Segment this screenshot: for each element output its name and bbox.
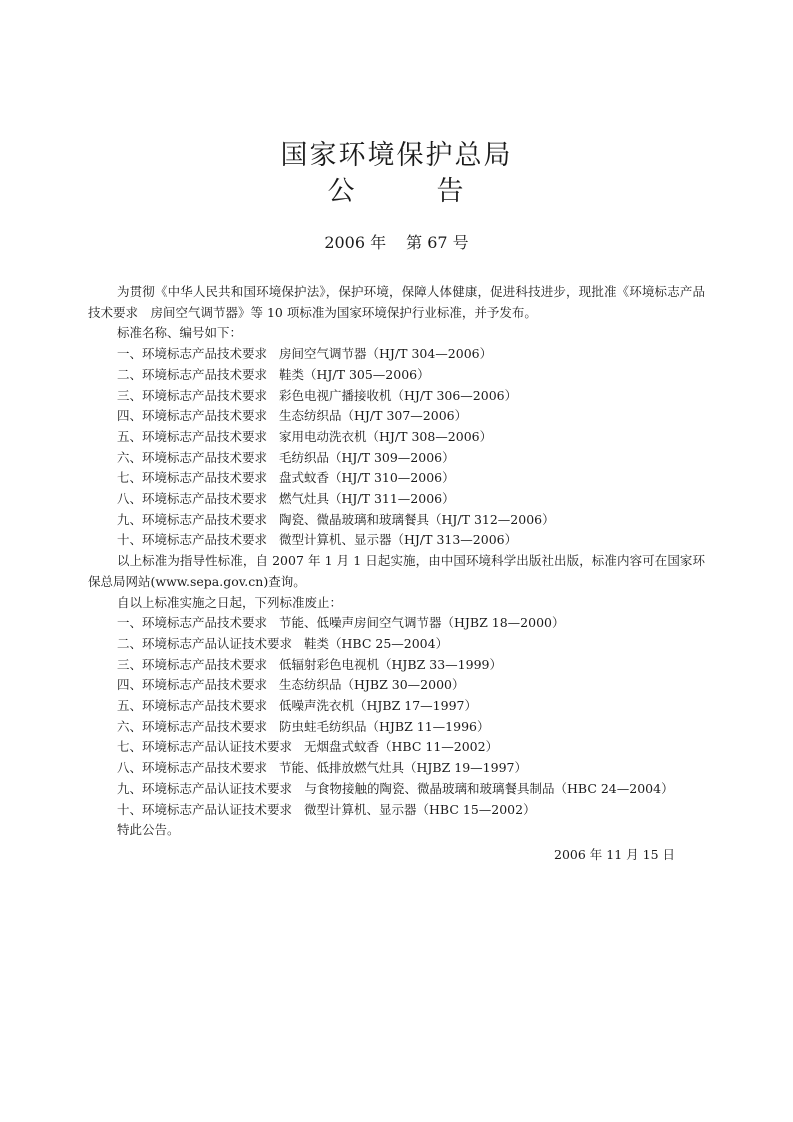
- doc-type-title: [0, 176, 793, 208]
- standard-item-title: 房间空气调节器（HJ/T 304—2006）: [279, 346, 493, 362]
- standard-item-label: 二、环境标志产品技术要求: [117, 366, 268, 382]
- standard-item-title: 家用电动洗衣机（HJ/T 308—2006）: [279, 428, 493, 444]
- repealed-item-label: 六、环境标志产品技术要求: [117, 718, 268, 734]
- repealed-item: [88, 655, 705, 676]
- repealed-item: [88, 737, 705, 758]
- issue-number: [0, 233, 793, 253]
- standards-list: [88, 344, 705, 551]
- repealed-item-label: 一、环境标志产品技术要求: [117, 615, 268, 631]
- standard-item-title: 毛纺织品（HJ/T 309—2006）: [279, 449, 455, 465]
- list-heading: 标准名称、编号如下：: [117, 325, 243, 341]
- repealed-item: [88, 613, 705, 634]
- standard-item: [88, 510, 705, 531]
- standard-item-label: 九、环境标志产品技术要求: [117, 511, 268, 527]
- issue-year: 2006 年: [324, 233, 387, 252]
- standard-item-title: 燃气灶具（HJ/T 311—2006）: [279, 491, 455, 507]
- standard-item-title: 鞋类（HJ/T 305—2006）: [279, 366, 430, 382]
- repealed-item-title: 生态纺织品（HJBZ 30—2000）: [279, 677, 465, 693]
- repealed-item-label: 八、环境标志产品技术要求: [117, 760, 268, 776]
- standard-item-label: 四、环境标志产品技术要求: [117, 408, 268, 424]
- standard-item-label: 五、环境标志产品技术要求: [117, 428, 268, 444]
- repealed-item-label: 三、环境标志产品技术要求: [117, 656, 268, 672]
- standard-item: [88, 406, 705, 427]
- repealed-item: [88, 675, 705, 696]
- closing-text: 特此公告。: [117, 822, 180, 838]
- standard-item-label: 七、环境标志产品技术要求: [117, 470, 268, 486]
- agency-title: 国家环境保护总局: [280, 140, 513, 171]
- standard-item: [88, 448, 705, 469]
- announcement-body: [88, 282, 705, 866]
- repealed-item-title: 低噪声洗衣机（HJBZ 17—1997）: [279, 698, 477, 714]
- repealed-list: [88, 613, 705, 779]
- standard-item-label: 八、环境标志产品技术要求: [117, 491, 268, 507]
- repealed-item-label: 五、环境标志产品技术要求: [117, 698, 268, 714]
- issue-no: 第 67 号: [406, 233, 469, 252]
- intro-paragraph: 为贯彻《中华人民共和国环境保护法》，保护环境，保障人体健康，促进科技进步，现批准《环境标志产品技术要求 房间空气调节器》等 10 项标准为国家环境保护行业标准，并予发布。: [88, 284, 705, 320]
- standard-item-title: 微型计算机、显示器（HJ/T 313—2006）: [279, 532, 518, 548]
- doc-type-char-1: 公: [327, 176, 357, 207]
- standard-item-title: 盘式蚊香（HJ/T 310—2006）: [279, 470, 455, 486]
- standard-item-label: 一、环境标志产品技术要求: [117, 346, 268, 362]
- standard-item: [88, 489, 705, 510]
- repealed-item: [88, 696, 705, 717]
- standard-item: [88, 344, 705, 365]
- repealed-item: [88, 758, 705, 779]
- implementation-paragraph: 以上标准为指导性标准，自 2007 年 1 月 1 日起实施，由中国环境科学出版社出版，标准内容可在国家环保总局网站(www.sepa.gov.cn)查询。: [88, 553, 705, 589]
- standard-item: [88, 365, 705, 386]
- repeal-heading: 自以上标准实施之日起，下列标准废止：: [117, 594, 343, 610]
- repealed-item-title: 无烟盘式蚊香（HBC 11—2002）: [304, 739, 499, 755]
- standard-item: [88, 427, 705, 448]
- standard-item-title: 生态纺织品（HJ/T 307—2006）: [279, 408, 468, 424]
- repealed-item-title: 防虫蛀毛纺织品（HJBZ 11—1996）: [279, 718, 490, 734]
- standard-item: [88, 530, 705, 551]
- repealed-item-title: 鞋类（HBC 25—2004）: [304, 635, 449, 651]
- repealed-item-label: 四、环境标志产品技术要求: [117, 677, 268, 693]
- repealed-item-10: 十、环境标志产品认证技术要求 微型计算机、显示器（HBC 15—2002）: [117, 801, 536, 817]
- standard-item-label: 三、环境标志产品技术要求: [117, 387, 268, 403]
- repealed-item-title: 节能、低噪声房间空气调节器（HJBZ 18—2000）: [279, 615, 565, 631]
- standard-item: [88, 468, 705, 489]
- repealed-item: [88, 634, 705, 655]
- standard-item-label: 六、环境标志产品技术要求: [117, 449, 268, 465]
- announcement-date: 2006 年 11 月 15 日: [554, 846, 675, 862]
- repealed-item-label: 二、环境标志产品认证技术要求: [117, 635, 293, 651]
- standard-item: [88, 386, 705, 407]
- repealed-item-9: 九、环境标志产品认证技术要求 与食物接触的陶瓷、微晶玻璃和玻璃餐具制品（HBC 24—2004）: [117, 780, 674, 796]
- repealed-item-title: 节能、低排放燃气灶具（HJBZ 19—1997）: [279, 760, 527, 776]
- standard-item-label: 十、环境标志产品技术要求: [117, 532, 268, 548]
- standard-item-title: 陶瓷、微晶玻璃和玻璃餐具（HJ/T 312—2006）: [279, 511, 555, 527]
- standard-item-title: 彩色电视广播接收机（HJ/T 306—2006）: [279, 387, 518, 403]
- repealed-item-label: 七、环境标志产品认证技术要求: [117, 739, 293, 755]
- doc-type-char-2: 告: [436, 176, 466, 207]
- repealed-item-title: 低辐射彩色电视机（HJBZ 33—1999）: [279, 656, 502, 672]
- repealed-item: [88, 717, 705, 738]
